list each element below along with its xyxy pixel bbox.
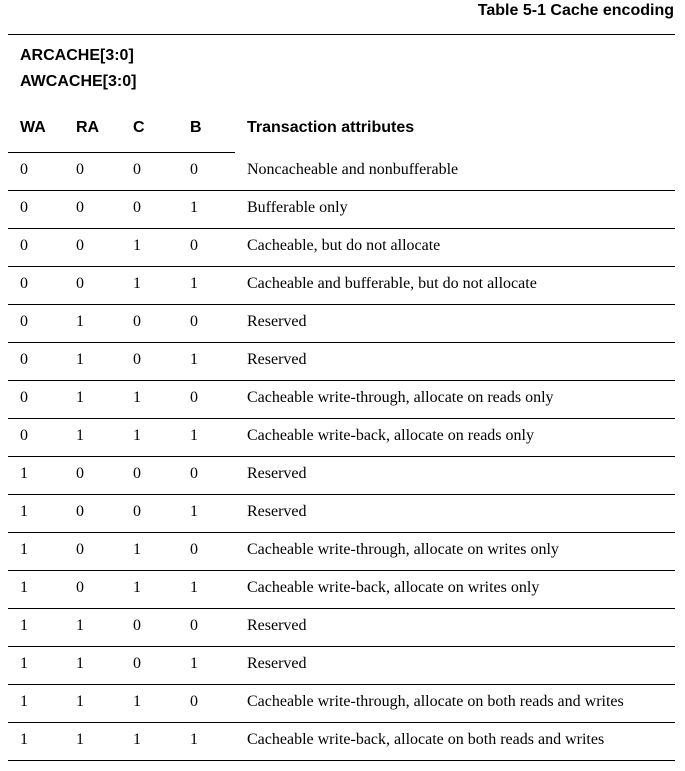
cell-wa: 1	[20, 579, 28, 596]
cell-attributes: Reserved	[247, 655, 307, 672]
cell-ra: 0	[76, 541, 84, 558]
cell-attributes: Bufferable only	[247, 199, 348, 216]
cell-c: 0	[133, 503, 141, 520]
table-row	[0, 456, 685, 494]
cell-attributes: Reserved	[247, 351, 307, 368]
cell-b: 0	[190, 161, 198, 178]
table-row	[0, 380, 685, 418]
cell-c: 1	[133, 275, 141, 292]
cell-wa: 1	[20, 655, 28, 672]
cell-b: 1	[190, 731, 198, 748]
header-c: C	[133, 119, 145, 136]
cell-wa: 0	[20, 427, 28, 444]
cell-c: 1	[133, 579, 141, 596]
cell-b: 0	[190, 693, 198, 710]
cell-b: 0	[190, 541, 198, 558]
cell-wa: 1	[20, 693, 28, 710]
table-row	[0, 418, 685, 456]
table-title: Table 5-1 Cache encoding	[477, 2, 674, 19]
cell-c: 0	[133, 465, 141, 482]
cell-b: 1	[190, 427, 198, 444]
cell-wa: 0	[20, 237, 28, 254]
header-b: B	[190, 119, 202, 136]
cell-c: 0	[133, 655, 141, 672]
cell-attributes: Cacheable write-through, allocate on writes only	[247, 541, 559, 558]
cell-wa: 0	[20, 199, 28, 216]
cell-wa: 1	[20, 617, 28, 634]
cell-ra: 0	[76, 275, 84, 292]
table-row	[0, 684, 685, 722]
cell-ra: 1	[76, 427, 84, 444]
cell-ra: 1	[76, 693, 84, 710]
table-row	[0, 722, 685, 760]
cell-c: 1	[133, 427, 141, 444]
cell-c: 0	[133, 313, 141, 330]
cell-attributes: Reserved	[247, 617, 307, 634]
header-wa: WA	[20, 119, 46, 136]
table-row	[0, 646, 685, 684]
cell-attributes: Cacheable write-back, allocate on writes only	[247, 579, 540, 596]
cell-c: 0	[133, 161, 141, 178]
table-row	[0, 266, 685, 304]
signal-name-awcache: AWCACHE[3:0]	[20, 73, 137, 90]
row-rule	[8, 760, 675, 761]
table-row	[0, 152, 685, 190]
cell-wa: 0	[20, 351, 28, 368]
cell-ra: 0	[76, 465, 84, 482]
cell-ra: 1	[76, 655, 84, 672]
cell-b: 0	[190, 237, 198, 254]
header-ra: RA	[76, 119, 100, 136]
cell-b: 1	[190, 655, 198, 672]
table-row	[0, 608, 685, 646]
cell-c: 1	[133, 541, 141, 558]
cell-b: 1	[190, 351, 198, 368]
cell-ra: 1	[76, 389, 84, 406]
cell-b: 1	[190, 199, 198, 216]
cell-ra: 1	[76, 731, 84, 748]
table-row	[0, 494, 685, 532]
cell-ra: 0	[76, 503, 84, 520]
table-row	[0, 532, 685, 570]
cell-b: 1	[190, 579, 198, 596]
title-rule	[8, 34, 675, 35]
cell-c: 1	[133, 237, 141, 254]
table-row	[0, 228, 685, 266]
cell-ra: 1	[76, 351, 84, 368]
cell-attributes: Cacheable and bufferable, but do not allocate	[247, 275, 537, 292]
cell-attributes: Noncacheable and nonbufferable	[247, 161, 459, 178]
cell-wa: 0	[20, 313, 28, 330]
cell-ra: 0	[76, 161, 84, 178]
cell-wa: 1	[20, 503, 28, 520]
cell-b: 0	[190, 389, 198, 406]
cell-attributes: Cacheable write-back, allocate on both reads and writes	[247, 731, 605, 748]
cell-attributes: Cacheable write-through, allocate on both reads and writes	[247, 693, 624, 710]
cell-c: 1	[133, 693, 141, 710]
cell-ra: 1	[76, 617, 84, 634]
cell-ra: 1	[76, 313, 84, 330]
cell-b: 1	[190, 275, 198, 292]
cell-b: 0	[190, 465, 198, 482]
cell-b: 0	[190, 617, 198, 634]
cell-wa: 1	[20, 465, 28, 482]
cell-wa: 0	[20, 389, 28, 406]
table-row	[0, 342, 685, 380]
cell-wa: 1	[20, 541, 28, 558]
table-row	[0, 304, 685, 342]
cell-c: 0	[133, 351, 141, 368]
cell-ra: 0	[76, 199, 84, 216]
cell-attributes: Reserved	[247, 465, 307, 482]
cell-wa: 0	[20, 161, 28, 178]
cell-attributes: Reserved	[247, 313, 307, 330]
cell-attributes: Reserved	[247, 503, 307, 520]
cell-c: 1	[133, 389, 141, 406]
cell-attributes: Cacheable, but do not allocate	[247, 237, 441, 254]
cell-b: 0	[190, 313, 198, 330]
header-attributes: Transaction attributes	[247, 119, 415, 136]
cell-c: 1	[133, 731, 141, 748]
cell-ra: 0	[76, 579, 84, 596]
cell-wa: 0	[20, 275, 28, 292]
cell-attributes: Cacheable write-back, allocate on reads only	[247, 427, 534, 444]
table-row	[0, 570, 685, 608]
cell-attributes: Cacheable write-through, allocate on reads only	[247, 389, 554, 406]
cell-b: 1	[190, 503, 198, 520]
signal-name-arcache: ARCACHE[3:0]	[20, 47, 134, 64]
cell-c: 0	[133, 617, 141, 634]
cell-wa: 1	[20, 731, 28, 748]
table-row	[0, 190, 685, 228]
cell-ra: 0	[76, 237, 84, 254]
cell-c: 0	[133, 199, 141, 216]
